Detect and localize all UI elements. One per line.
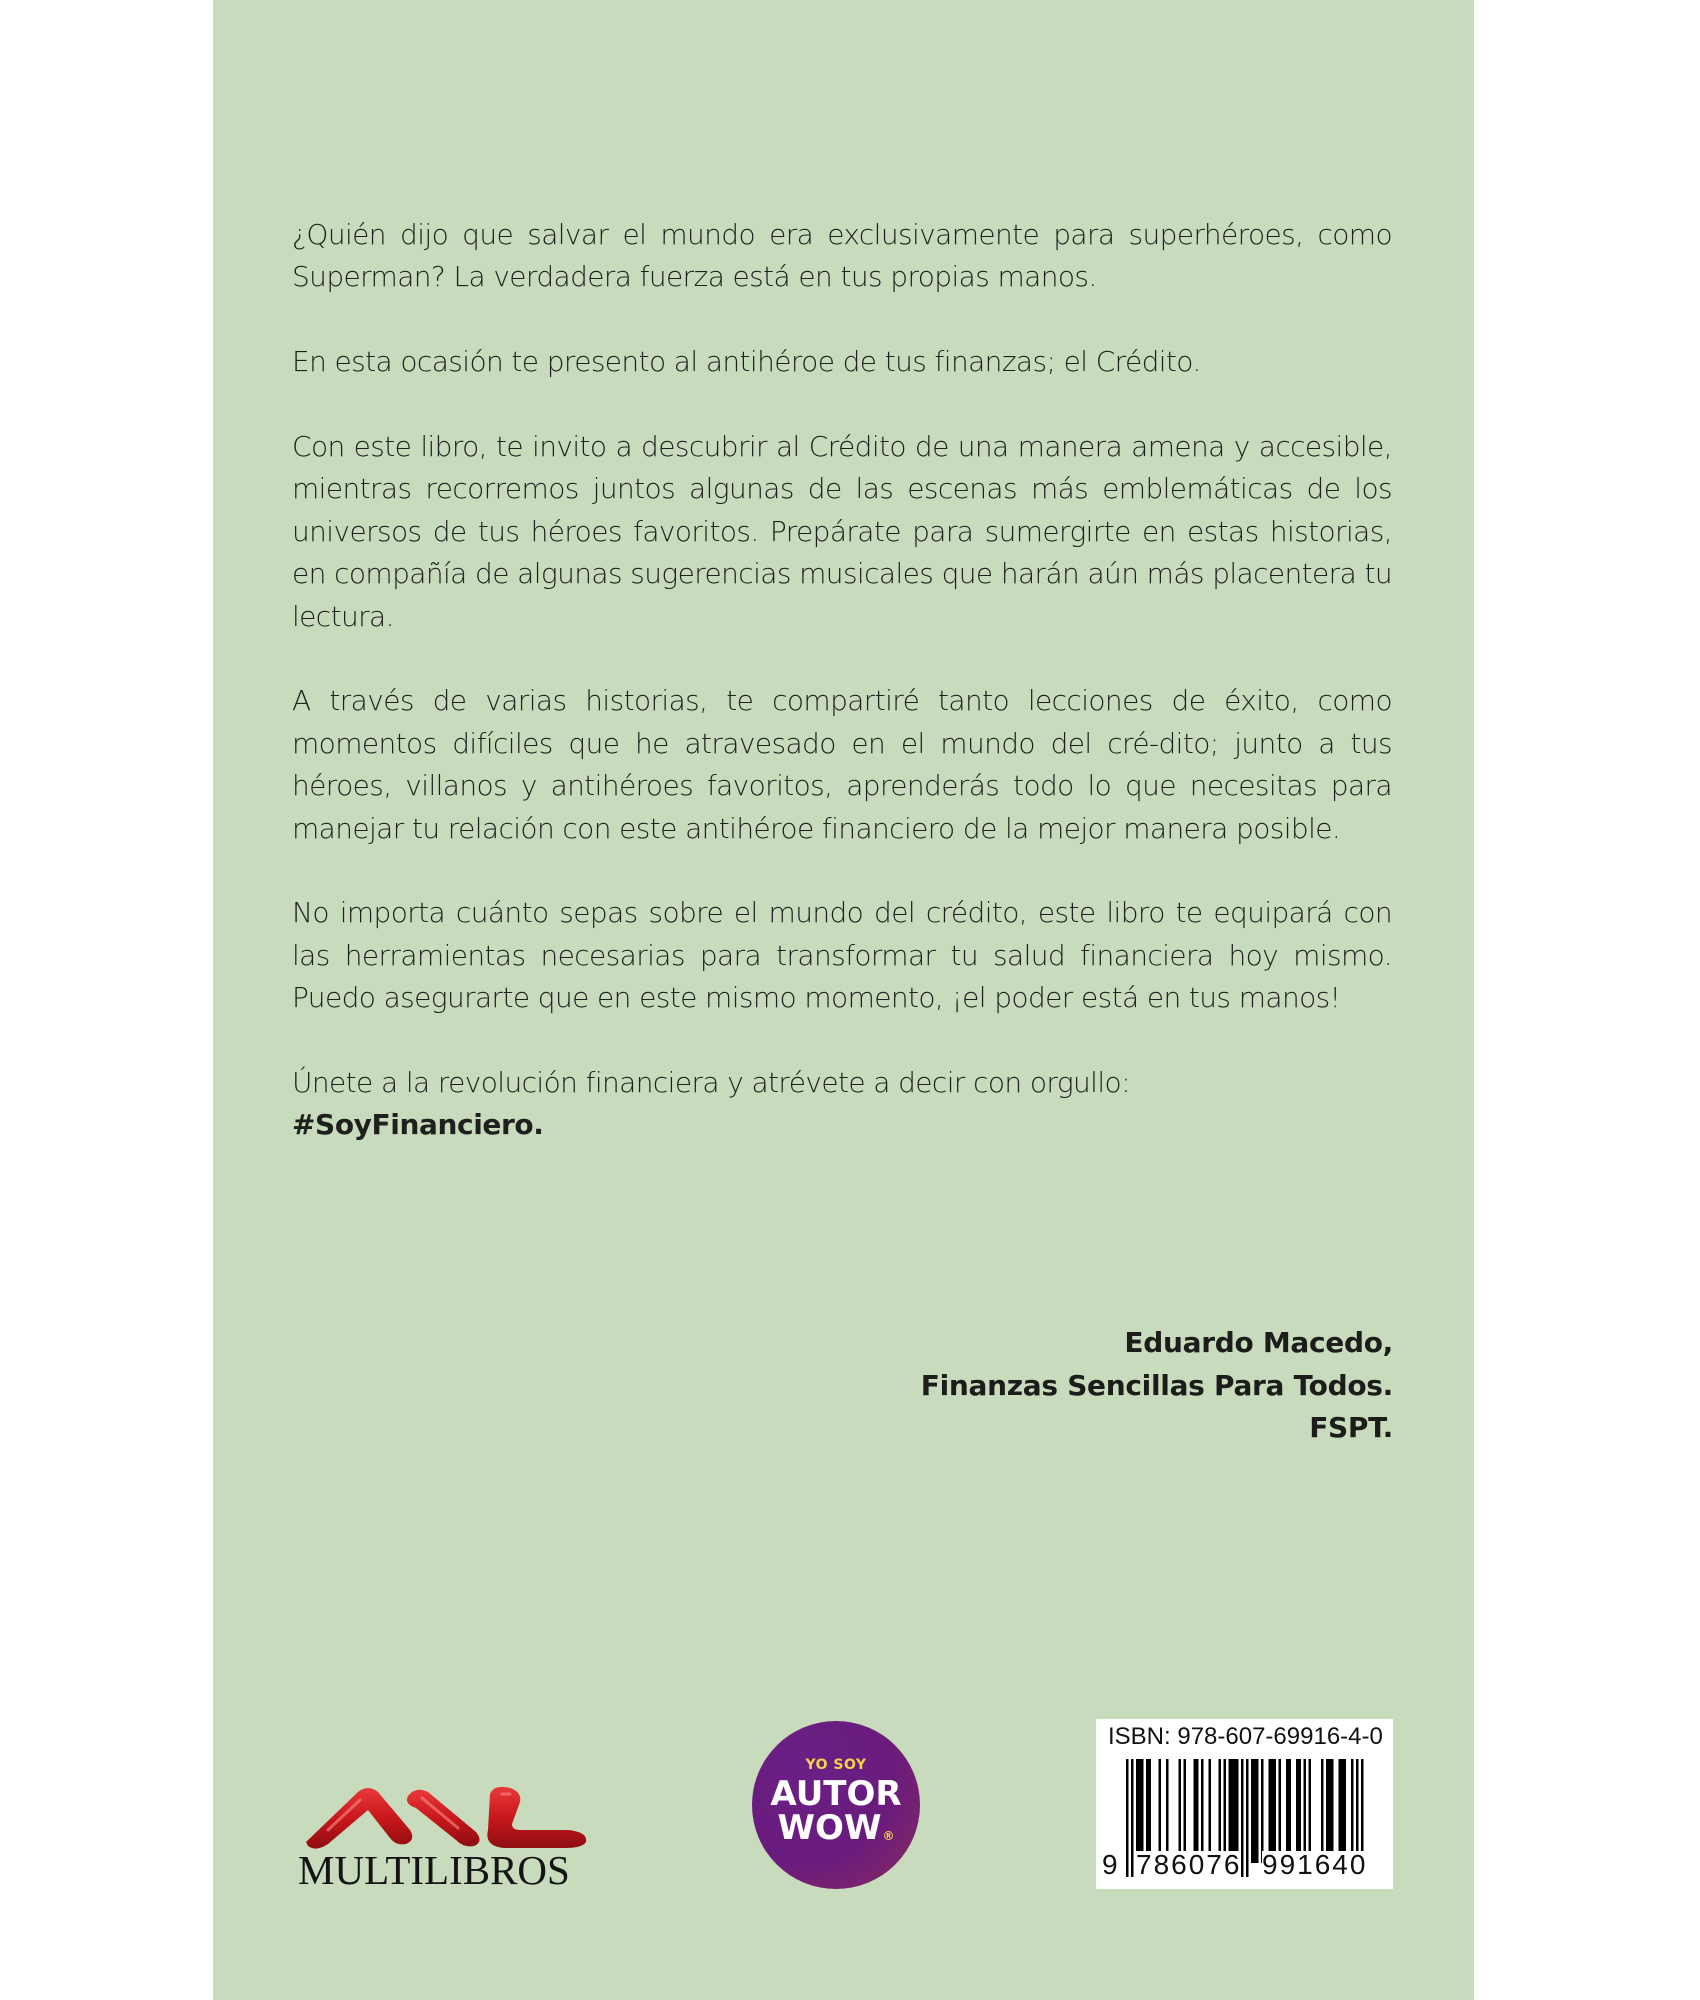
publisher-name: MULTILIBROS xyxy=(298,1847,570,1893)
badge-wow-text: WOW xyxy=(777,1808,882,1848)
autor-wow-badge xyxy=(752,1721,920,1889)
paragraph-tools: No importa cuánto sepas sobre el mundo del crédito, este libro te equipará con las herramientas necesarias para transformar tu salud financiera hoy mismo. Puedo asegurarte que en este mismo momento, ¡el poder está en tus manos! xyxy=(292,896,1392,1015)
paragraph-book-invite: Con este libro, te invito a descubrir al Crédito de una manera amena y accesible, mientras recorremos juntos algunas de las escenas más emblemáticas de los universos de tus héroes favoritos. Prepárate para sumergirte en estas historias, en compañía de algunas sugerencias musicales que harán aún más placentera tu lectura. xyxy=(292,430,1392,633)
ml-mark-icon xyxy=(298,1780,588,1850)
multilibros-logo xyxy=(298,1780,588,1892)
author-name: Eduardo Macedo, xyxy=(1124,1326,1393,1359)
paragraph-stories: A través de varias historias, te compartiré tanto lecciones de éxito, como momentos difíciles que he atravesado en el mundo del cré-dito; junto a tus héroes, villanos y antihéroes favoritos, aprenderás todo lo que necesitas para manejar tu relación con este antihéroe financiero de la mejor manera posible. xyxy=(292,684,1392,845)
isbn-barcode-box xyxy=(1096,1719,1393,1889)
back-cover-blurb xyxy=(292,214,1392,1147)
paragraph-antihero: En esta ocasión te presento al antihéroe de tus finanzas; el Crédito. xyxy=(292,345,1201,379)
paragraph-join xyxy=(292,1062,1392,1147)
barcode-digits-left: 786076 xyxy=(1136,1849,1242,1880)
author-signature xyxy=(693,1322,1393,1450)
hashtag: #SoyFinanciero. xyxy=(292,1108,544,1142)
author-brand: Finanzas Sencillas Para Todos. xyxy=(920,1368,1393,1402)
badge-line2: AUTOR xyxy=(770,1774,902,1814)
paragraph-intro: ¿Quién dijo que salvar el mundo era exclusivamente para superhéroes, como Superman? La verdadera fuerza está en tus propias manos. xyxy=(292,218,1392,294)
registered-icon: ® xyxy=(882,1829,895,1843)
badge-line1: YO SOY xyxy=(805,1757,867,1773)
barcode-digits-right: 991640 xyxy=(1262,1849,1368,1880)
join-text: Únete a la revolución financiera y atrévete a decir con orgullo: xyxy=(292,1066,1130,1100)
barcode-digit-first: 9 xyxy=(1102,1849,1118,1880)
badge-line3 xyxy=(752,1810,920,1846)
author-brand-acronym: FSPT. xyxy=(1309,1411,1393,1444)
isbn-label: ISBN: 978-607-69916-4-0 xyxy=(1108,1723,1383,1750)
